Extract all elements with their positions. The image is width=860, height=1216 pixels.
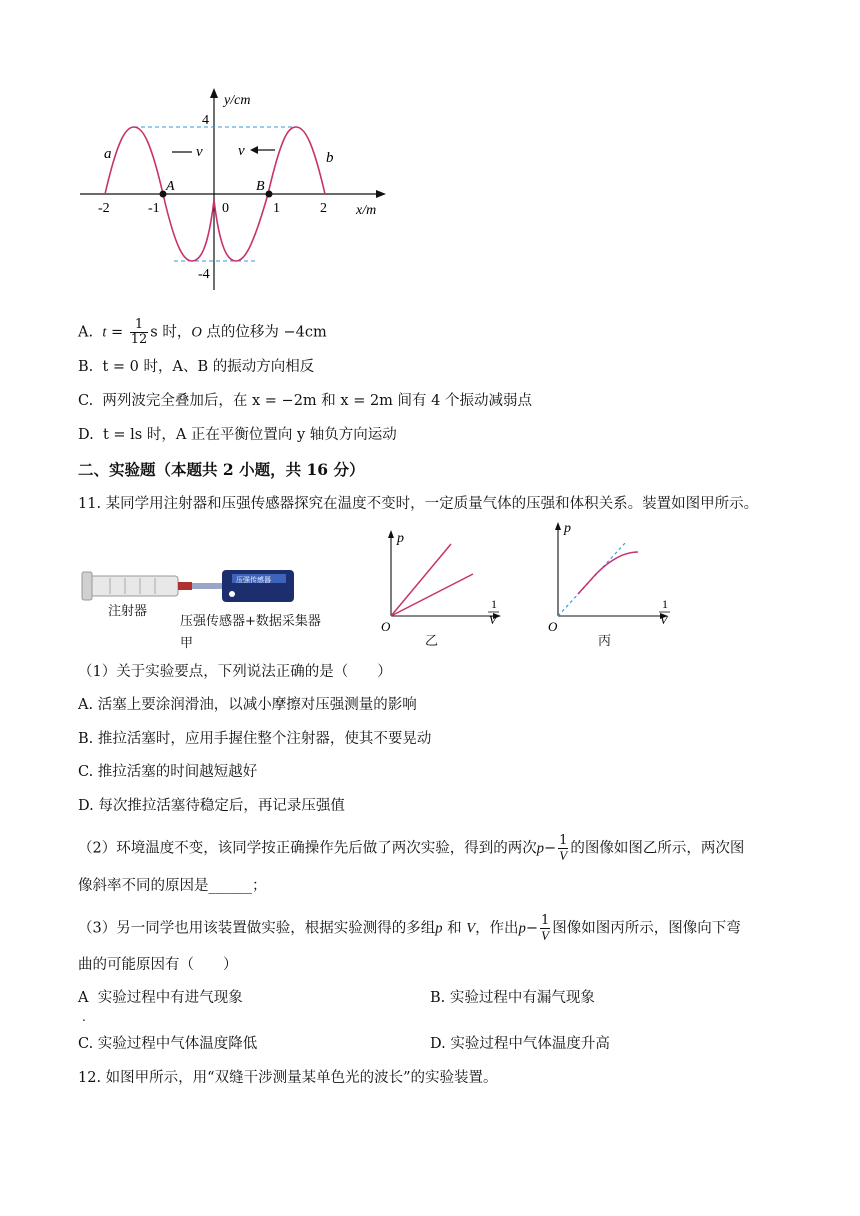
fraction-1-V: $\frac{1}{V}$ xyxy=(559,833,568,863)
figure-bing-graph xyxy=(540,518,680,638)
v-right-arrowhead xyxy=(250,146,258,154)
q11-part1-option-A: A. 活塞上要涂润滑油，以减小摩擦对压强测量的影响 xyxy=(78,697,417,713)
syringe-plunger-handle xyxy=(82,572,92,600)
wave-figure xyxy=(70,80,400,300)
bing-x-num: 1 xyxy=(662,597,668,611)
q10-option-D: D. t = ls 时，A 正在平衡位置向 y 轴负方向运动 xyxy=(78,427,397,443)
y-axis-arrow xyxy=(210,88,218,98)
yi-line-shallow xyxy=(391,574,473,616)
q11-stem: 11. 某同学用注射器和压强传感器探究在温度不变时，一定质量气体的压强和体积关系。装置如图甲所示。 xyxy=(78,496,759,512)
q11-part3-option-A: A 实验过程中有进气现象 xyxy=(78,990,243,1006)
syringe-label: 注射器 xyxy=(108,604,148,619)
bing-origin: O xyxy=(548,619,558,634)
x-axis-label: x/m xyxy=(356,203,377,218)
fraction-1-12: $\frac{1}{12}$ xyxy=(130,317,148,347)
label-B: B xyxy=(256,179,265,194)
bing-x-den: V xyxy=(660,613,668,627)
yi-x-num: 1 xyxy=(491,597,497,611)
section-heading: 二、实验题（本题共 2 小题，共 16 分） xyxy=(78,460,365,479)
q11-part1-option-B: B. 推拉活塞时，应用手握住整个注射器，使其不要晃动 xyxy=(78,731,432,747)
tick-neg1: -1 xyxy=(148,201,160,216)
sensor-logo xyxy=(229,591,235,597)
q11-part2-line1: （2）环境温度不变，该同学按正确操作先后做了两次实验，得到的两次p− $\frac{1}{V}$ 的图像如图乙所示，两次图 xyxy=(78,833,745,863)
q10-option-B: B. t = 0 时，A、B 的振动方向相反 xyxy=(78,359,315,375)
syringe-nozzle xyxy=(178,582,192,590)
yi-x-den: V xyxy=(489,613,497,627)
label-v-left: v xyxy=(196,144,203,160)
syringe-barrel xyxy=(90,576,178,596)
q11-part3-option-D: D. 实验过程中气体温度升高 xyxy=(430,1036,610,1052)
q11-part3-option-B: B. 实验过程中有漏气现象 xyxy=(430,990,595,1006)
tick-1: 1 xyxy=(273,201,280,216)
q11-part2-line2: 像斜率不同的原因是______； xyxy=(78,878,267,894)
caption-bing: 丙 xyxy=(598,634,612,649)
option-A-dot: . xyxy=(82,1010,86,1024)
yi-p-label: p xyxy=(397,531,404,546)
q10-option-A: A. t = $\frac{1}{12}$ s 时，O 点的位移为 −4cm xyxy=(78,317,327,347)
q11-part1-question: （1）关于实验要点，下列说法正确的是（ ） xyxy=(78,664,392,680)
y-axis-label: y/cm xyxy=(224,93,251,108)
q10-option-C: C. 两列波完全叠加后，在 x = −2m 和 x = 2m 间有 4 个振动减弱点 xyxy=(78,393,532,409)
yi-y-arrow xyxy=(388,530,394,538)
yi-origin: O xyxy=(381,619,391,634)
q11-part3-option-C: C. 实验过程中气体温度降低 xyxy=(78,1036,258,1052)
fraction-1-V-2: $\frac{1}{V}$ xyxy=(540,913,550,943)
label-A: A xyxy=(166,179,175,194)
q11-part3-line1: （3）另一同学也用该装置做实验，根据实验测得的多组p 和 V，作出p− $\frac{1}{V}$ 图像如图丙所示，图像向下弯 xyxy=(78,913,741,943)
q12-stem: 12. 如图甲所示，用“双缝干涉测量某单色光的波长”的实验装置。 xyxy=(78,1070,498,1086)
tick-neg2: -2 xyxy=(98,201,110,216)
yi-line-steep xyxy=(391,544,451,616)
label-v-right: v xyxy=(238,143,245,159)
tick-4: 4 xyxy=(202,113,209,128)
point-B xyxy=(266,191,273,198)
caption-yi: 乙 xyxy=(425,634,439,649)
connector-tube xyxy=(192,583,224,589)
q11-part3-line2: 曲的可能原因有（ ） xyxy=(78,957,238,973)
figure-yi-graph xyxy=(375,528,510,638)
q11-part1-option-C: C. 推拉活塞的时间越短越好 xyxy=(78,764,258,780)
label-b: b xyxy=(326,150,334,166)
tick-0: 0 xyxy=(222,201,229,216)
x-axis-arrow xyxy=(376,190,386,198)
q11-part1-option-D: D. 每次推拉活塞待稳定后，再记录压强值 xyxy=(78,798,345,814)
sensor-device-text: 压强传感器 xyxy=(236,576,271,584)
tick-neg4: -4 xyxy=(198,267,210,282)
sensor-label: 压强传感器+数据采集器 xyxy=(180,614,321,629)
label-a: a xyxy=(104,146,112,162)
tick-2: 2 xyxy=(320,201,327,216)
caption-jia: 甲 xyxy=(180,636,194,651)
bing-p-label: p xyxy=(564,521,571,536)
bing-y-arrow xyxy=(555,522,561,530)
bing-curve xyxy=(578,552,638,594)
